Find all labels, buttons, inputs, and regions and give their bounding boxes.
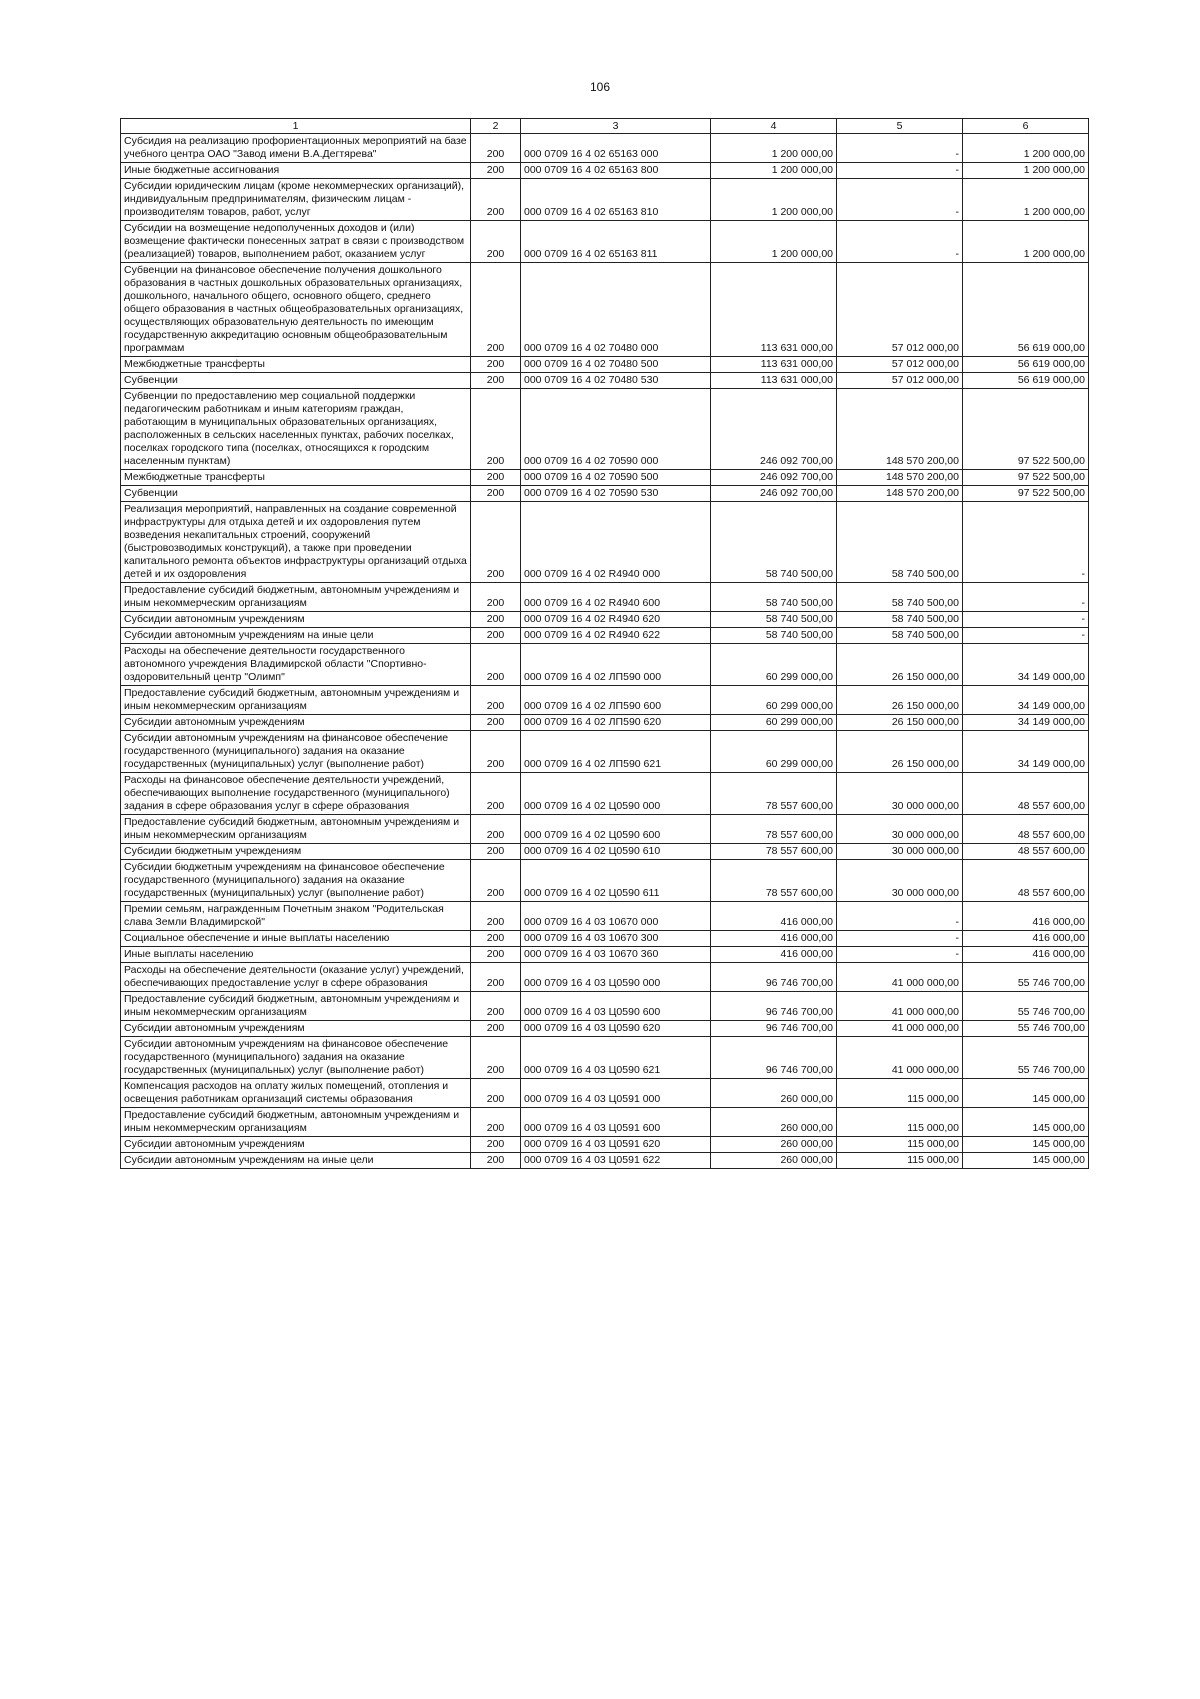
table-row	[121, 263, 1089, 357]
row-code-cell: 200	[471, 179, 521, 221]
table-row	[121, 860, 1089, 902]
row-name-cell: Субвенции	[121, 373, 471, 389]
amount-cell-total: 96 746 700,00	[711, 963, 837, 992]
amount-cell-total: 60 299 000,00	[711, 686, 837, 715]
table-row	[121, 1137, 1089, 1153]
classification-code-cell: 000 0709 16 4 02 R4940 622	[521, 628, 711, 644]
table-row	[121, 628, 1089, 644]
amount-cell-federal: -	[837, 931, 963, 947]
amount-cell-total: 96 746 700,00	[711, 1037, 837, 1079]
column-header: 5	[837, 119, 963, 134]
amount-cell-regional: 145 000,00	[963, 1137, 1089, 1153]
row-name-cell: Предоставление субсидий бюджетным, автономным учреждениям и иным некоммерческим организациям	[121, 583, 471, 612]
classification-code-cell: 000 0709 16 4 02 ЛП590 000	[521, 644, 711, 686]
amount-cell-regional: 416 000,00	[963, 947, 1089, 963]
amount-cell-total: 78 557 600,00	[711, 844, 837, 860]
amount-cell-federal: 41 000 000,00	[837, 963, 963, 992]
amount-cell-federal: -	[837, 947, 963, 963]
amount-cell-total: 60 299 000,00	[711, 644, 837, 686]
row-code-cell: 200	[471, 263, 521, 357]
row-name-cell: Реализация мероприятий, направленных на создание современной инфраструктуры для отдыха детей и их оздоровления путем возведения некапитальных строений, сооружений (быстровозводимых конструкций), а также при проведении капитального ремонта объектов инфраструктуры организаций отдыха детей и их оздоровления	[121, 502, 471, 583]
classification-code-cell: 000 0709 16 4 02 ЛП590 621	[521, 731, 711, 773]
table-row	[121, 644, 1089, 686]
row-name-cell: Субвенции на финансовое обеспечение получения дошкольного образования в частных дошкольных образовательных организациях, дошкольного, начального общего, основного общего, среднего общего образования в частных общеобразовательных организациях, осуществляющих образовательную деятельность по имеющим государственную аккредитацию основным общеобразовательным программам	[121, 263, 471, 357]
classification-code-cell: 000 0709 16 4 03 Ц0591 600	[521, 1108, 711, 1137]
amount-cell-federal: 57 012 000,00	[837, 263, 963, 357]
row-code-cell: 200	[471, 931, 521, 947]
amount-cell-federal: -	[837, 221, 963, 263]
page-number: 106	[589, 80, 611, 94]
row-name-cell: Межбюджетные трансферты	[121, 357, 471, 373]
amount-cell-regional: -	[963, 612, 1089, 628]
table-row	[121, 731, 1089, 773]
amount-cell-total: 246 092 700,00	[711, 486, 837, 502]
table-row	[121, 502, 1089, 583]
classification-code-cell: 000 0709 16 4 03 Ц0591 000	[521, 1079, 711, 1108]
table-row	[121, 715, 1089, 731]
row-code-cell: 200	[471, 470, 521, 486]
amount-cell-regional: 97 522 500,00	[963, 470, 1089, 486]
classification-code-cell: 000 0709 16 4 02 R4940 620	[521, 612, 711, 628]
amount-cell-total: 260 000,00	[711, 1153, 837, 1169]
classification-code-cell: 000 0709 16 4 03 Ц0590 600	[521, 992, 711, 1021]
amount-cell-total: 260 000,00	[711, 1137, 837, 1153]
amount-cell-federal: 148 570 200,00	[837, 389, 963, 470]
classification-code-cell: 000 0709 16 4 03 Ц0590 620	[521, 1021, 711, 1037]
row-name-cell: Субсидия на реализацию профориентационных мероприятий на базе учебного центра ОАО "Завод имени В.А.Дегтярева"	[121, 134, 471, 163]
amount-cell-regional: -	[963, 628, 1089, 644]
row-name-cell: Иные выплаты населению	[121, 947, 471, 963]
row-name-cell: Субсидии бюджетным учреждениям на финансовое обеспечение государственного (муниципального) задания на оказание государственных (муниципальных) услуг (выполнение работ)	[121, 860, 471, 902]
table-row	[121, 931, 1089, 947]
amount-cell-federal: 58 740 500,00	[837, 502, 963, 583]
amount-cell-total: 113 631 000,00	[711, 357, 837, 373]
classification-code-cell: 000 0709 16 4 03 Ц0590 000	[521, 963, 711, 992]
classification-code-cell: 000 0709 16 4 03 10670 300	[521, 931, 711, 947]
amount-cell-regional: 55 746 700,00	[963, 963, 1089, 992]
table-row	[121, 612, 1089, 628]
classification-code-cell: 000 0709 16 4 02 70480 000	[521, 263, 711, 357]
row-name-cell: Субсидии юридическим лицам (кроме некоммерческих организаций), индивидуальным предпринимателям, физическим лицам - производителям товаров, работ, услуг	[121, 179, 471, 221]
amount-cell-total: 96 746 700,00	[711, 1021, 837, 1037]
row-name-cell: Субсидии на возмещение недополученных доходов и (или) возмещение фактически понесенных затрат в связи с производством (реализацией) товаров, выполнением работ, оказанием услуг	[121, 221, 471, 263]
row-code-cell: 200	[471, 163, 521, 179]
row-code-cell: 200	[471, 844, 521, 860]
amount-cell-total: 60 299 000,00	[711, 715, 837, 731]
amount-cell-federal: 41 000 000,00	[837, 1021, 963, 1037]
amount-cell-total: 1 200 000,00	[711, 221, 837, 263]
amount-cell-total: 78 557 600,00	[711, 815, 837, 844]
classification-code-cell: 000 0709 16 4 02 70590 500	[521, 470, 711, 486]
classification-code-cell: 000 0709 16 4 03 10670 000	[521, 902, 711, 931]
classification-code-cell: 000 0709 16 4 02 ЛП590 600	[521, 686, 711, 715]
amount-cell-regional: 1 200 000,00	[963, 163, 1089, 179]
row-name-cell: Компенсация расходов на оплату жилых помещений, отопления и освещения работникам организаций системы образования	[121, 1079, 471, 1108]
table-row	[121, 373, 1089, 389]
row-name-cell: Предоставление субсидий бюджетным, автономным учреждениям и иным некоммерческим организациям	[121, 686, 471, 715]
amount-cell-federal: 115 000,00	[837, 1079, 963, 1108]
classification-code-cell: 000 0709 16 4 02 Ц0590 600	[521, 815, 711, 844]
classification-code-cell: 000 0709 16 4 03 Ц0591 622	[521, 1153, 711, 1169]
amount-cell-regional: 34 149 000,00	[963, 715, 1089, 731]
amount-cell-regional: 55 746 700,00	[963, 992, 1089, 1021]
amount-cell-federal: 58 740 500,00	[837, 628, 963, 644]
table-row	[121, 844, 1089, 860]
amount-cell-regional: 48 557 600,00	[963, 773, 1089, 815]
amount-cell-federal: -	[837, 179, 963, 221]
classification-code-cell: 000 0709 16 4 02 Ц0590 610	[521, 844, 711, 860]
row-name-cell: Расходы на обеспечение деятельности государственного автономного учреждения Владимирской области "Спортивно-оздоровительный центр "Олимп"	[121, 644, 471, 686]
classification-code-cell: 000 0709 16 4 02 70590 000	[521, 389, 711, 470]
amount-cell-federal: 115 000,00	[837, 1137, 963, 1153]
row-name-cell: Иные бюджетные ассигнования	[121, 163, 471, 179]
amount-cell-federal: 41 000 000,00	[837, 1037, 963, 1079]
table-row	[121, 1037, 1089, 1079]
classification-code-cell: 000 0709 16 4 03 Ц0590 621	[521, 1037, 711, 1079]
amount-cell-regional: 56 619 000,00	[963, 373, 1089, 389]
row-code-cell: 200	[471, 644, 521, 686]
row-code-cell: 200	[471, 1037, 521, 1079]
amount-cell-total: 58 740 500,00	[711, 583, 837, 612]
table-row	[121, 389, 1089, 470]
table-body	[121, 134, 1089, 1169]
column-header: 3	[521, 119, 711, 134]
amount-cell-total: 246 092 700,00	[711, 470, 837, 486]
amount-cell-federal: 30 000 000,00	[837, 773, 963, 815]
table-row	[121, 1153, 1089, 1169]
table-row	[121, 486, 1089, 502]
amount-cell-regional: -	[963, 502, 1089, 583]
row-name-cell: Предоставление субсидий бюджетным, автономным учреждениям и иным некоммерческим организациям	[121, 815, 471, 844]
row-name-cell: Предоставление субсидий бюджетным, автономным учреждениям и иным некоммерческим организациям	[121, 992, 471, 1021]
amount-cell-federal: 30 000 000,00	[837, 844, 963, 860]
amount-cell-regional: 145 000,00	[963, 1108, 1089, 1137]
amount-cell-federal: -	[837, 902, 963, 931]
amount-cell-total: 78 557 600,00	[711, 860, 837, 902]
table-row	[121, 470, 1089, 486]
amount-cell-total: 260 000,00	[711, 1079, 837, 1108]
table-row	[121, 134, 1089, 163]
row-code-cell: 200	[471, 1079, 521, 1108]
classification-code-cell: 000 0709 16 4 02 Ц0590 611	[521, 860, 711, 902]
row-code-cell: 200	[471, 373, 521, 389]
amount-cell-federal: 57 012 000,00	[837, 357, 963, 373]
table-row	[121, 357, 1089, 373]
amount-cell-total: 1 200 000,00	[711, 163, 837, 179]
row-code-cell: 200	[471, 1021, 521, 1037]
row-code-cell: 200	[471, 502, 521, 583]
table-row	[121, 221, 1089, 263]
amount-cell-total: 1 200 000,00	[711, 179, 837, 221]
classification-code-cell: 000 0709 16 4 02 65163 811	[521, 221, 711, 263]
table-row	[121, 179, 1089, 221]
row-name-cell: Расходы на финансовое обеспечение деятельности учреждений, обеспечивающих выполнение государственного (муниципального) задания в сфере образования услуг в сфере образования	[121, 773, 471, 815]
amount-cell-federal: 148 570 200,00	[837, 486, 963, 502]
amount-cell-regional: 145 000,00	[963, 1079, 1089, 1108]
amount-cell-regional: 48 557 600,00	[963, 844, 1089, 860]
amount-cell-total: 416 000,00	[711, 931, 837, 947]
column-header: 4	[711, 119, 837, 134]
amount-cell-total: 113 631 000,00	[711, 263, 837, 357]
row-name-cell: Субсидии автономным учреждениям	[121, 1021, 471, 1037]
amount-cell-regional: 416 000,00	[963, 902, 1089, 931]
amount-cell-total: 58 740 500,00	[711, 502, 837, 583]
amount-cell-total: 416 000,00	[711, 902, 837, 931]
classification-code-cell: 000 0709 16 4 03 Ц0591 620	[521, 1137, 711, 1153]
row-code-cell: 200	[471, 486, 521, 502]
amount-cell-total: 113 631 000,00	[711, 373, 837, 389]
amount-cell-regional: 97 522 500,00	[963, 389, 1089, 470]
classification-code-cell: 000 0709 16 4 02 R4940 600	[521, 583, 711, 612]
amount-cell-regional: 97 522 500,00	[963, 486, 1089, 502]
row-code-cell: 200	[471, 715, 521, 731]
amount-cell-regional: 416 000,00	[963, 931, 1089, 947]
amount-cell-regional: 48 557 600,00	[963, 860, 1089, 902]
amount-cell-federal: -	[837, 163, 963, 179]
row-code-cell: 200	[471, 992, 521, 1021]
row-code-cell: 200	[471, 947, 521, 963]
amount-cell-regional: 1 200 000,00	[963, 221, 1089, 263]
classification-code-cell: 000 0709 16 4 02 Ц0590 000	[521, 773, 711, 815]
row-name-cell: Субсидии бюджетным учреждениям	[121, 844, 471, 860]
row-code-cell: 200	[471, 583, 521, 612]
table-row	[121, 815, 1089, 844]
classification-code-cell: 000 0709 16 4 02 65163 000	[521, 134, 711, 163]
amount-cell-regional: 34 149 000,00	[963, 686, 1089, 715]
row-name-cell: Предоставление субсидий бюджетным, автономным учреждениям и иным некоммерческим организациям	[121, 1108, 471, 1137]
table-row	[121, 686, 1089, 715]
row-name-cell: Расходы на обеспечение деятельности (оказание услуг) учреждений, обеспечивающих предоставление услуг в сфере образования	[121, 963, 471, 992]
table-row	[121, 992, 1089, 1021]
classification-code-cell: 000 0709 16 4 02 70590 530	[521, 486, 711, 502]
row-name-cell: Субсидии автономным учреждениям на финансовое обеспечение государственного (муниципального) задания на оказание государственных (муниципальных) услуг (выполнение работ)	[121, 731, 471, 773]
amount-cell-federal: 57 012 000,00	[837, 373, 963, 389]
amount-cell-total: 416 000,00	[711, 947, 837, 963]
amount-cell-total: 78 557 600,00	[711, 773, 837, 815]
row-name-cell: Субсидии автономным учреждениям на иные цели	[121, 1153, 471, 1169]
table-row	[121, 963, 1089, 992]
table-row	[121, 583, 1089, 612]
row-name-cell: Премии семьям, награжденным Почетным знаком "Родительская слава Земли Владимирской"	[121, 902, 471, 931]
amount-cell-federal: 58 740 500,00	[837, 583, 963, 612]
table-row	[121, 947, 1089, 963]
amount-cell-federal: 26 150 000,00	[837, 686, 963, 715]
amount-cell-federal: 30 000 000,00	[837, 860, 963, 902]
amount-cell-total: 60 299 000,00	[711, 731, 837, 773]
amount-cell-regional: 55 746 700,00	[963, 1037, 1089, 1079]
classification-code-cell: 000 0709 16 4 02 65163 800	[521, 163, 711, 179]
row-code-cell: 200	[471, 731, 521, 773]
row-code-cell: 200	[471, 221, 521, 263]
classification-code-cell: 000 0709 16 4 02 70480 500	[521, 357, 711, 373]
amount-cell-federal: 115 000,00	[837, 1153, 963, 1169]
column-header: 1	[121, 119, 471, 134]
amount-cell-federal: -	[837, 134, 963, 163]
row-code-cell: 200	[471, 612, 521, 628]
row-code-cell: 200	[471, 1108, 521, 1137]
amount-cell-federal: 115 000,00	[837, 1108, 963, 1137]
table-row	[121, 902, 1089, 931]
row-name-cell: Субсидии автономным учреждениям	[121, 715, 471, 731]
row-code-cell: 200	[471, 860, 521, 902]
row-name-cell: Субсидии автономным учреждениям на иные цели	[121, 628, 471, 644]
amount-cell-total: 58 740 500,00	[711, 628, 837, 644]
row-code-cell: 200	[471, 773, 521, 815]
amount-cell-regional: 1 200 000,00	[963, 179, 1089, 221]
classification-code-cell: 000 0709 16 4 02 ЛП590 620	[521, 715, 711, 731]
row-name-cell: Социальное обеспечение и иные выплаты населению	[121, 931, 471, 947]
row-code-cell: 200	[471, 963, 521, 992]
amount-cell-total: 58 740 500,00	[711, 612, 837, 628]
row-name-cell: Межбюджетные трансферты	[121, 470, 471, 486]
row-code-cell: 200	[471, 1137, 521, 1153]
table-row	[121, 773, 1089, 815]
amount-cell-regional: 34 149 000,00	[963, 644, 1089, 686]
amount-cell-regional: 48 557 600,00	[963, 815, 1089, 844]
row-code-cell: 200	[471, 902, 521, 931]
row-code-cell: 200	[471, 389, 521, 470]
row-code-cell: 200	[471, 357, 521, 373]
table-row	[121, 163, 1089, 179]
amount-cell-regional: 56 619 000,00	[963, 263, 1089, 357]
amount-cell-regional: 55 746 700,00	[963, 1021, 1089, 1037]
amount-cell-regional: 145 000,00	[963, 1153, 1089, 1169]
classification-code-cell: 000 0709 16 4 02 65163 810	[521, 179, 711, 221]
classification-code-cell: 000 0709 16 4 02 R4940 000	[521, 502, 711, 583]
row-code-cell: 200	[471, 134, 521, 163]
classification-code-cell: 000 0709 16 4 02 70480 530	[521, 373, 711, 389]
row-code-cell: 200	[471, 815, 521, 844]
budget-table	[120, 118, 1089, 1169]
row-code-cell: 200	[471, 1153, 521, 1169]
amount-cell-federal: 26 150 000,00	[837, 731, 963, 773]
row-name-cell: Субвенции по предоставлению мер социальной поддержки педагогическим работникам и иным категориям граждан, работающим в муниципальных образовательных организациях, расположенных в сельских населенных пунктах, рабочих поселках, поселках городского типа (поселках, относящихся к городским населенным пунктам)	[121, 389, 471, 470]
amount-cell-total: 1 200 000,00	[711, 134, 837, 163]
classification-code-cell: 000 0709 16 4 03 10670 360	[521, 947, 711, 963]
row-name-cell: Субсидии автономным учреждениям на финансовое обеспечение государственного (муниципального) задания на оказание государственных (муниципальных) услуг (выполнение работ)	[121, 1037, 471, 1079]
amount-cell-total: 260 000,00	[711, 1108, 837, 1137]
amount-cell-regional: 1 200 000,00	[963, 134, 1089, 163]
amount-cell-federal: 58 740 500,00	[837, 612, 963, 628]
amount-cell-total: 96 746 700,00	[711, 992, 837, 1021]
row-name-cell: Субсидии автономным учреждениям	[121, 1137, 471, 1153]
row-code-cell: 200	[471, 628, 521, 644]
amount-cell-federal: 30 000 000,00	[837, 815, 963, 844]
table-row	[121, 1021, 1089, 1037]
table-row	[121, 1108, 1089, 1137]
amount-cell-federal: 41 000 000,00	[837, 992, 963, 1021]
amount-cell-federal: 26 150 000,00	[837, 644, 963, 686]
amount-cell-total: 246 092 700,00	[711, 389, 837, 470]
amount-cell-regional: 56 619 000,00	[963, 357, 1089, 373]
amount-cell-regional: 34 149 000,00	[963, 731, 1089, 773]
table-row	[121, 1079, 1089, 1108]
column-header: 2	[471, 119, 521, 134]
column-number-row	[121, 119, 1089, 134]
column-header: 6	[963, 119, 1089, 134]
row-code-cell: 200	[471, 686, 521, 715]
amount-cell-federal: 148 570 200,00	[837, 470, 963, 486]
amount-cell-regional: -	[963, 583, 1089, 612]
row-name-cell: Субвенции	[121, 486, 471, 502]
amount-cell-federal: 26 150 000,00	[837, 715, 963, 731]
row-name-cell: Субсидии автономным учреждениям	[121, 612, 471, 628]
